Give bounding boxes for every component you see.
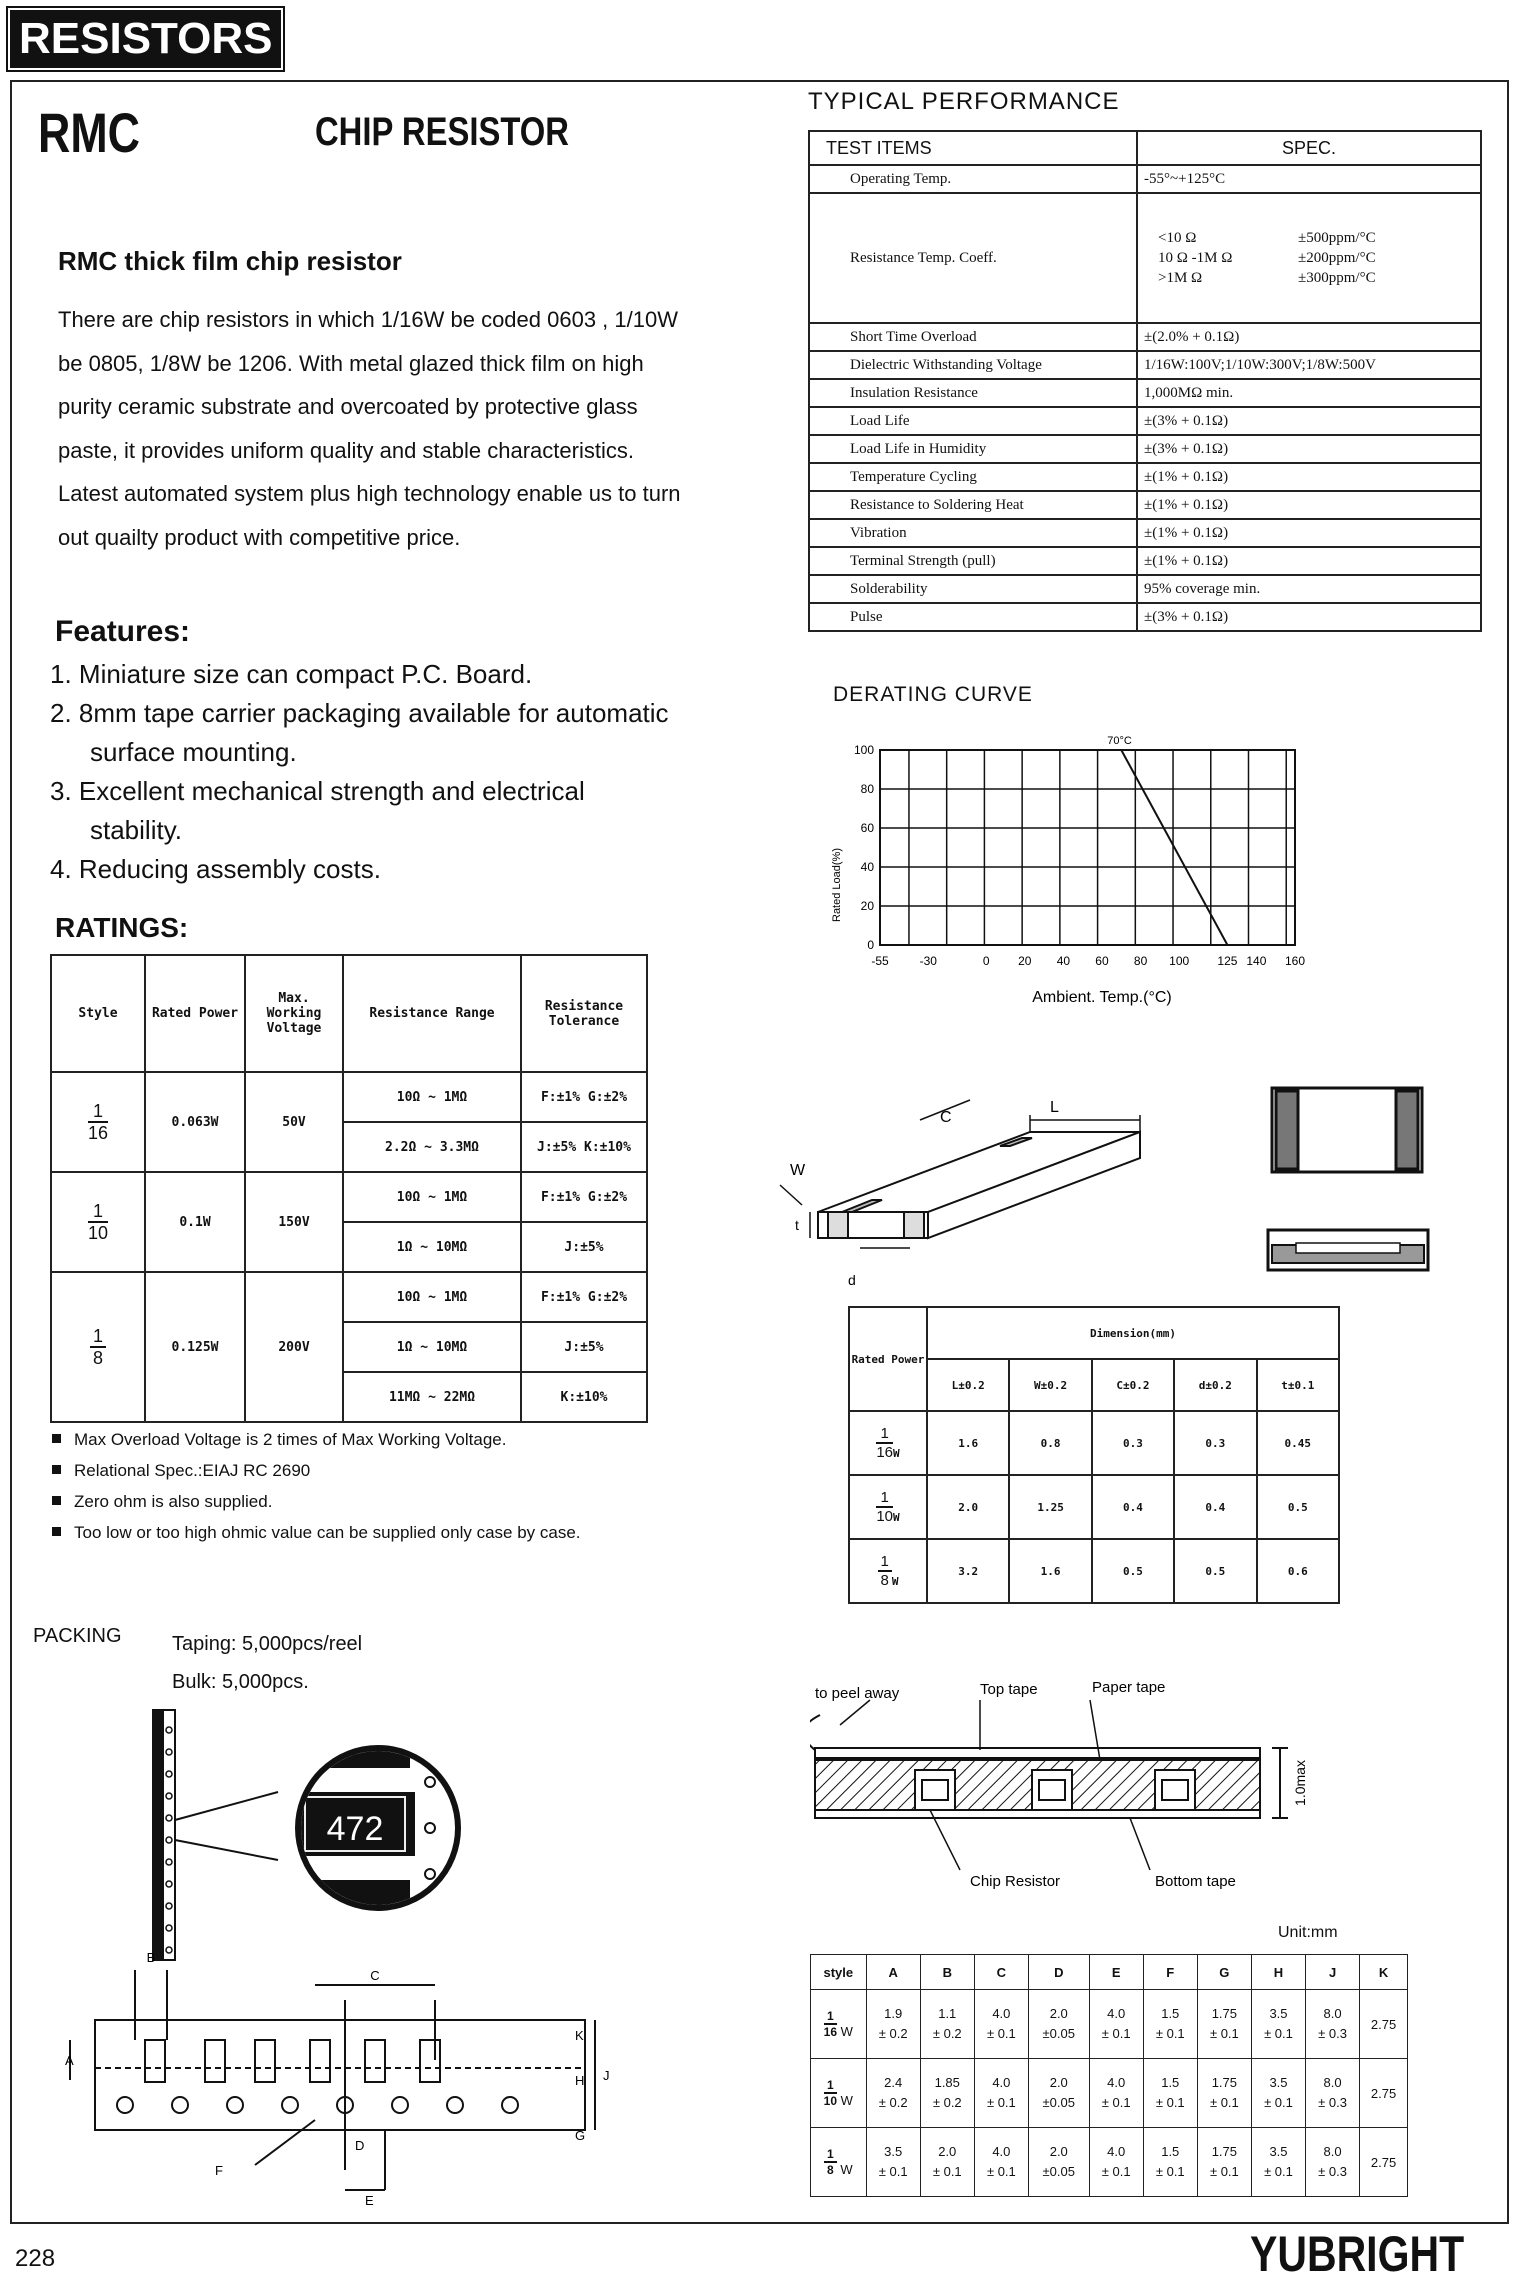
pk-tolerance: ± 0.1 — [986, 2095, 1016, 2110]
bottom-tape-label: Bottom tape — [1155, 1873, 1236, 1890]
dim-t-label: t — [795, 1217, 799, 1233]
pk-tolerance: ± 0.1 — [1155, 2026, 1185, 2041]
y-tick-label: 80 — [860, 782, 874, 796]
pk-value — [920, 2059, 974, 2128]
pk-tolerance: ± 0.3 — [1318, 2164, 1347, 2179]
unit-label: W — [840, 2162, 853, 2177]
pk-value — [1251, 1990, 1305, 2059]
pk-nominal: 2.4 — [884, 2075, 903, 2090]
pk-row — [811, 1990, 1408, 2059]
pk-value — [1143, 2059, 1197, 2128]
range-cell: 2.2Ω ~ 3.3MΩ — [343, 1122, 521, 1172]
typical-heading: TYPICAL PERFORMANCE — [808, 88, 1120, 115]
note-item: Too low or too high ohmic value can be supplied only case by case. — [50, 1517, 650, 1548]
header-rated-power: Rated Power — [849, 1307, 927, 1411]
dim-style-cell — [849, 1475, 927, 1539]
dim-col-header: L±0.2 — [927, 1359, 1009, 1411]
pk-value — [1306, 2059, 1360, 2128]
packing-info — [172, 1625, 362, 1701]
dim-value: 1.6 — [927, 1411, 1009, 1475]
derating-chart — [820, 720, 1320, 1020]
pk-tolerance: ± 0.1 — [1155, 2095, 1185, 2110]
dim-label-C: C — [370, 1968, 380, 1983]
note-item: Max Overload Voltage is 2 times of Max Working Voltage. — [50, 1424, 650, 1455]
pk-row — [811, 2128, 1408, 2197]
pk-nominal: 2.0 — [1049, 2144, 1068, 2159]
performance-table — [808, 130, 1482, 632]
y-axis-label: Rated Load(%) — [831, 848, 843, 922]
header-resistance-range: Resistance Range — [343, 955, 521, 1072]
x-tick-label: 100 — [1169, 954, 1190, 968]
test-item: Resistance to Soldering Heat — [809, 491, 1137, 519]
features-heading: Features: — [55, 615, 191, 648]
dim-value: 0.5 — [1257, 1475, 1339, 1539]
test-spec: ±(3% + 0.1Ω) — [1137, 435, 1481, 463]
test-item: Resistance Temp. Coeff. — [809, 193, 1137, 323]
feature-item: 2. 8mm tape carrier packaging available for automatic surface mounting. — [50, 698, 669, 767]
pk-col-header: A — [866, 1955, 920, 1990]
range-cell: 1Ω ~ 10MΩ — [343, 1322, 521, 1372]
feature-item: 4. Reducing assembly costs. — [50, 854, 381, 884]
header-spec: SPEC. — [1137, 131, 1481, 165]
pk-tolerance: ± 0.1 — [1264, 2095, 1293, 2110]
pk-tolerance: ± 0.1 — [1209, 2095, 1239, 2110]
pk-tolerance: ± 0.1 — [1155, 2164, 1185, 2179]
y-tick-label: 100 — [853, 743, 874, 757]
pk-value — [1143, 2128, 1197, 2197]
pk-tolerance: ± 0.1 — [1264, 2164, 1293, 2179]
test-item: Pulse — [809, 603, 1137, 631]
power-cell: 0.1W — [145, 1172, 245, 1272]
pk-value: 2.75 — [1360, 1990, 1408, 2059]
test-item: Temperature Cycling — [809, 463, 1137, 491]
dim-style-cell — [849, 1411, 927, 1475]
pk-nominal: 1.5 — [1161, 2006, 1180, 2021]
pk-tolerance: ± 0.2 — [932, 2026, 962, 2041]
pk-value — [866, 2128, 920, 2197]
dim-C-label: C — [940, 1109, 952, 1126]
fraction: $\frac{1}{10}$ — [87, 1201, 109, 1243]
dim-W-label: W — [790, 1162, 806, 1179]
pk-value — [920, 2128, 974, 2197]
pk-col-header: F — [1143, 1955, 1197, 1990]
pk-tolerance: ± 0.1 — [1101, 2164, 1131, 2179]
test-item: Short Time Overload — [809, 323, 1137, 351]
test-spec: ±(1% + 0.1Ω) — [1137, 519, 1481, 547]
pk-nominal: 8.0 — [1323, 2144, 1342, 2159]
y-tick-label: 20 — [860, 899, 874, 913]
pk-col-header: J — [1306, 1955, 1360, 1990]
chip-diagram — [760, 1080, 1460, 1300]
x-tick-label: -55 — [871, 954, 889, 968]
tolerance-cell: F:±1% G:±2% — [521, 1072, 647, 1122]
dim-value: 1.6 — [1009, 1539, 1091, 1603]
pk-value — [1143, 1990, 1197, 2059]
header-test-items: TEST ITEMS — [809, 131, 1137, 165]
tcr-range: 10 Ω -1M Ω — [1158, 250, 1233, 266]
brand-logo: YUBRIGHT — [1250, 2226, 1465, 2282]
dim-value: 3.2 — [927, 1539, 1009, 1603]
fraction: $\frac{1}{8}$ — [90, 1326, 106, 1368]
pk-value — [1089, 1990, 1143, 2059]
style-cell — [51, 1072, 145, 1172]
pk-value — [1197, 2128, 1251, 2197]
ratings-heading: RATINGS: — [55, 912, 189, 943]
pk-nominal: 4.0 — [992, 2006, 1011, 2021]
x-axis-label: Ambient. Temp.(°C) — [1032, 989, 1172, 1006]
pk-tolerance: ± 0.3 — [1318, 2026, 1347, 2041]
tolerance-cell: J:±5% — [521, 1322, 647, 1372]
pk-nominal: 1.5 — [1161, 2075, 1180, 2090]
tcr-value: ±500ppm/°C — [1298, 230, 1376, 246]
pk-value: 2.75 — [1360, 2128, 1408, 2197]
dim-col-header: t±0.1 — [1257, 1359, 1339, 1411]
pk-value — [1251, 2128, 1305, 2197]
pk-tolerance: ± 0.1 — [1209, 2026, 1239, 2041]
test-item: Load Life — [809, 407, 1137, 435]
pk-nominal: 1.85 — [934, 2075, 960, 2090]
pk-style-cell — [811, 1990, 867, 2059]
pk-value — [974, 2128, 1028, 2197]
unit-label: Unit:mm — [1278, 1924, 1338, 1941]
feature-item: 3. Excellent mechanical strength and electrical stability. — [50, 776, 585, 845]
header-rated-power: Rated Power — [145, 955, 245, 1072]
header-style: Style — [51, 955, 145, 1072]
pk-col-header: B — [920, 1955, 974, 1990]
fraction: $\frac{1}{8}$ — [878, 1553, 892, 1589]
packing-dimension-table — [810, 1954, 1408, 2197]
test-spec: ±(1% + 0.1Ω) — [1137, 463, 1481, 491]
pk-style-cell — [811, 2059, 867, 2128]
pk-nominal: 2.0 — [1049, 2075, 1068, 2090]
pk-tolerance: ± 0.2 — [878, 2095, 908, 2110]
dim-label-G: G — [575, 2128, 586, 2143]
ratings-table — [50, 954, 648, 1423]
tcr-value: ±300ppm/°C — [1298, 270, 1376, 286]
pk-col-header: G — [1197, 1955, 1251, 1990]
test-spec: ±(3% + 0.1Ω) — [1137, 603, 1481, 631]
tape-dimension-diagram — [55, 1940, 615, 2210]
test-spec: ±(1% + 0.1Ω) — [1137, 547, 1481, 575]
test-spec: 1/16W:100V;1/10W:300V;1/8W:500V — [1137, 351, 1481, 379]
dim-col-header: d±0.2 — [1174, 1359, 1256, 1411]
pk-nominal: 1.1 — [938, 2006, 957, 2021]
pk-col-header: K — [1360, 1955, 1408, 1990]
fraction: $\frac{1}{16}$ — [876, 1425, 894, 1461]
note-item: Relational Spec.:EIAJ RC 2690 — [50, 1455, 650, 1486]
dim-label-K: K — [575, 2028, 584, 2043]
pk-nominal: 3.5 — [1269, 2006, 1288, 2021]
dim-value: 0.8 — [1009, 1411, 1091, 1475]
notes-list — [50, 1424, 650, 1548]
dim-style-cell — [849, 1539, 927, 1603]
header-max-voltage: Max. Working Voltage — [245, 955, 343, 1072]
unit-label: W — [891, 1575, 899, 1588]
dim-label-H: H — [575, 2073, 585, 2088]
pk-nominal: 3.5 — [884, 2144, 903, 2159]
tolerance-cell: F:±1% G:±2% — [521, 1272, 647, 1322]
dim-label-D: D — [355, 2138, 365, 2153]
dim-label-B: B — [146, 1950, 156, 1965]
pk-nominal: 3.5 — [1269, 2144, 1288, 2159]
pk-value — [1197, 1990, 1251, 2059]
pk-nominal: 1.75 — [1211, 2006, 1238, 2021]
pk-tolerance: ±0.05 — [1042, 2095, 1075, 2110]
pk-tolerance: ± 0.1 — [878, 2164, 908, 2179]
dim-value: 0.5 — [1174, 1539, 1256, 1603]
test-item: Dielectric Withstanding Voltage — [809, 351, 1137, 379]
dim-col-header: W±0.2 — [1009, 1359, 1091, 1411]
x-tick-label: -30 — [919, 954, 937, 968]
packing-taping: Taping: 5,000pcs/reel — [172, 1633, 363, 1655]
dim-value: 0.5 — [1092, 1539, 1174, 1603]
voltage-cell: 200V — [245, 1272, 343, 1422]
pk-row — [811, 2059, 1408, 2128]
dim-value: 1.25 — [1009, 1475, 1091, 1539]
pk-tolerance: ± 0.1 — [1101, 2026, 1131, 2041]
test-item: Operating Temp. — [809, 165, 1137, 193]
pk-value — [866, 1990, 920, 2059]
test-item: Terminal Strength (pull) — [809, 547, 1137, 575]
dimension-table — [848, 1306, 1340, 1604]
x-tick-label: 20 — [1018, 954, 1032, 968]
test-spec: ±(3% + 0.1Ω) — [1137, 407, 1481, 435]
x-tick-label: 160 — [1284, 954, 1306, 968]
pk-value — [974, 2059, 1028, 2128]
x-tick-label: 40 — [1056, 954, 1071, 968]
top-tape-label: Top tape — [980, 1681, 1038, 1698]
pk-col-header: E — [1089, 1955, 1143, 1990]
range-cell: 10Ω ~ 1MΩ — [343, 1072, 521, 1122]
test-item: Insulation Resistance — [809, 379, 1137, 407]
dim-value: 0.4 — [1092, 1475, 1174, 1539]
voltage-cell: 150V — [245, 1172, 343, 1272]
y-tick-label: 60 — [860, 821, 874, 835]
dim-label-J: J — [603, 2068, 610, 2083]
tcr-range: <10 Ω — [1158, 230, 1197, 246]
fraction: $\frac{1}{16}$ — [823, 2009, 838, 2039]
pk-tolerance: ± 0.1 — [1209, 2164, 1239, 2179]
model-title: RMC — [38, 101, 141, 164]
chip-resistor-label: Chip Resistor — [970, 1873, 1061, 1890]
y-tick-label: 0 — [867, 938, 874, 952]
marking-illustration — [150, 1700, 470, 1970]
dim-label-A: A — [65, 2053, 74, 2068]
pk-value — [1306, 1990, 1360, 2059]
pk-nominal: 4.0 — [1107, 2075, 1126, 2090]
range-cell: 10Ω ~ 1MΩ — [343, 1172, 521, 1222]
pk-value — [1028, 2059, 1089, 2128]
pk-col-header: C — [974, 1955, 1028, 1990]
test-item: Vibration — [809, 519, 1137, 547]
pk-nominal: 1.5 — [1161, 2144, 1180, 2159]
pk-tolerance: ± 0.1 — [986, 2026, 1016, 2041]
unit-label: W — [840, 2024, 853, 2039]
test-item: Load Life in Humidity — [809, 435, 1137, 463]
pk-value — [1089, 2128, 1143, 2197]
pk-value: 2.75 — [1360, 2059, 1408, 2128]
pk-value — [1028, 1990, 1089, 2059]
feature-item: 1. Miniature size can compact P.C. Board. — [50, 659, 533, 689]
range-cell: 1Ω ~ 10MΩ — [343, 1222, 521, 1272]
fraction: $\frac{1}{10}$ — [823, 2078, 838, 2108]
style-cell — [51, 1272, 145, 1422]
pk-tolerance: ± 0.1 — [1264, 2026, 1293, 2041]
dim-value: 0.3 — [1092, 1411, 1174, 1475]
pk-col-header: D — [1028, 1955, 1089, 1990]
x-tick-label: 80 — [1133, 954, 1148, 968]
pk-nominal: 1.75 — [1211, 2144, 1238, 2159]
pk-col-header: style — [811, 1955, 867, 1990]
derating-annotation: 70°C — [1107, 735, 1132, 747]
peel-label: to peel away — [815, 1685, 900, 1702]
test-item: Solderability — [809, 575, 1137, 603]
tolerance-cell: K:±10% — [521, 1372, 647, 1422]
dim-L-label: L — [1050, 1099, 1059, 1116]
power-cell: 0.063W — [145, 1072, 245, 1172]
note-item: Zero ohm is also supplied. — [50, 1486, 650, 1517]
x-tick-label: 0 — [982, 954, 990, 968]
fraction: $\frac{1}{10}$ — [876, 1489, 894, 1525]
pk-value — [1197, 2059, 1251, 2128]
pk-tolerance: ± 0.1 — [986, 2164, 1016, 2179]
dim-label-F: F — [215, 2163, 223, 2178]
tolerance-cell: J:±5% — [521, 1222, 647, 1272]
range-cell: 11MΩ ~ 22MΩ — [343, 1372, 521, 1422]
pk-value — [1251, 2059, 1305, 2128]
dim-value: 0.45 — [1257, 1411, 1339, 1475]
test-spec: -55°~+125°C — [1137, 165, 1481, 193]
pk-tolerance: ± 0.2 — [878, 2026, 908, 2041]
test-spec: 95% coverage min. — [1137, 575, 1481, 603]
pk-tolerance: ± 0.1 — [1101, 2095, 1131, 2110]
features-list — [50, 655, 670, 889]
dim-value: 2.0 — [927, 1475, 1009, 1539]
tcr-spec — [1137, 193, 1481, 323]
header-tolerance: Resistance Tolerance — [521, 955, 647, 1072]
plot-area — [880, 750, 1295, 945]
packing-bulk: Bulk: 5,000pcs. — [172, 1671, 309, 1693]
x-tick-label: 125 — [1217, 954, 1238, 968]
marking-code: 472 — [326, 1810, 384, 1848]
pk-value — [974, 1990, 1028, 2059]
test-spec: ±(2.0% + 0.1Ω) — [1137, 323, 1481, 351]
pk-nominal: 1.9 — [884, 2006, 903, 2021]
packing-label: PACKING — [33, 1625, 122, 1647]
category-header: RESISTORS — [10, 10, 281, 68]
voltage-cell: 50V — [245, 1072, 343, 1172]
x-tick-label: 60 — [1095, 954, 1109, 968]
y-tick-label: 40 — [860, 860, 874, 874]
pk-nominal: 2.0 — [1049, 2006, 1068, 2021]
pk-nominal: 4.0 — [1107, 2144, 1126, 2159]
pk-tolerance: ±0.05 — [1042, 2026, 1075, 2041]
tcr-range: >1M Ω — [1158, 270, 1203, 286]
pk-tolerance: ± 0.2 — [932, 2095, 962, 2110]
header-dimension: Dimension(mm) — [927, 1307, 1339, 1359]
dim-value: 0.4 — [1174, 1475, 1256, 1539]
pk-col-header: H — [1251, 1955, 1305, 1990]
pk-nominal: 4.0 — [992, 2144, 1011, 2159]
dim-value: 0.6 — [1257, 1539, 1339, 1603]
pk-nominal: 4.0 — [992, 2075, 1011, 2090]
pk-value — [1028, 2128, 1089, 2197]
tcr-value: ±200ppm/°C — [1298, 250, 1376, 266]
page-number: 228 — [15, 2245, 56, 2272]
fraction: $\frac{1}{8}$ — [824, 2147, 837, 2177]
paper-tape-label: Paper tape — [1092, 1679, 1166, 1696]
dim-label-E: E — [365, 2193, 374, 2208]
fraction: $\frac{1}{16}$ — [87, 1101, 109, 1143]
unit-label: W — [893, 1511, 900, 1524]
pk-value — [866, 2059, 920, 2128]
dim-col-header: C±0.2 — [1092, 1359, 1174, 1411]
pk-value — [1089, 2059, 1143, 2128]
intro-body: There are chip resistors in which 1/16W be coded 0603 , 1/10W be 0805, 1/8W be 1206. With metal glazed thick film on high purity ceramic substrate and overcoated by protective glass paste, it provides uniform quality and stable characteristics. Latest automated system plus high technology enable us to turn out quailty product with competitive price. — [58, 307, 681, 550]
unit-label: W — [840, 2093, 853, 2108]
pk-tolerance: ± 0.3 — [1318, 2095, 1347, 2110]
product-type: CHIP RESISTOR — [315, 110, 569, 154]
intro-subtitle: RMC thick film chip resistor — [58, 246, 402, 276]
range-cell: 10Ω ~ 1MΩ — [343, 1272, 521, 1322]
pk-tolerance: ±0.05 — [1042, 2164, 1075, 2179]
test-spec: 1,000MΩ min. — [1137, 379, 1481, 407]
pk-nominal: 1.75 — [1211, 2075, 1238, 2090]
pk-nominal: 2.0 — [938, 2144, 957, 2159]
pk-nominal: 4.0 — [1107, 2006, 1126, 2021]
test-spec: ±(1% + 0.1Ω) — [1137, 491, 1481, 519]
power-cell: 0.125W — [145, 1272, 245, 1422]
pk-nominal: 8.0 — [1323, 2075, 1342, 2090]
thickness-label: 1.0max — [1292, 1760, 1308, 1806]
tape-cross-section — [810, 1670, 1330, 1900]
pk-nominal: 3.5 — [1269, 2075, 1288, 2090]
dim-d-label: d — [848, 1272, 856, 1288]
style-cell — [51, 1172, 145, 1272]
dim-value: 0.3 — [1174, 1411, 1256, 1475]
x-tick-label: 140 — [1246, 954, 1267, 968]
pk-tolerance: ± 0.1 — [932, 2164, 962, 2179]
tolerance-cell: F:±1% G:±2% — [521, 1172, 647, 1222]
unit-label: W — [893, 1447, 900, 1460]
derating-heading: DERATING CURVE — [833, 683, 1033, 706]
pk-value — [1306, 2128, 1360, 2197]
pk-value — [920, 1990, 974, 2059]
pk-nominal: 8.0 — [1323, 2006, 1342, 2021]
tolerance-cell: J:±5% K:±10% — [521, 1122, 647, 1172]
pk-style-cell — [811, 2128, 867, 2197]
